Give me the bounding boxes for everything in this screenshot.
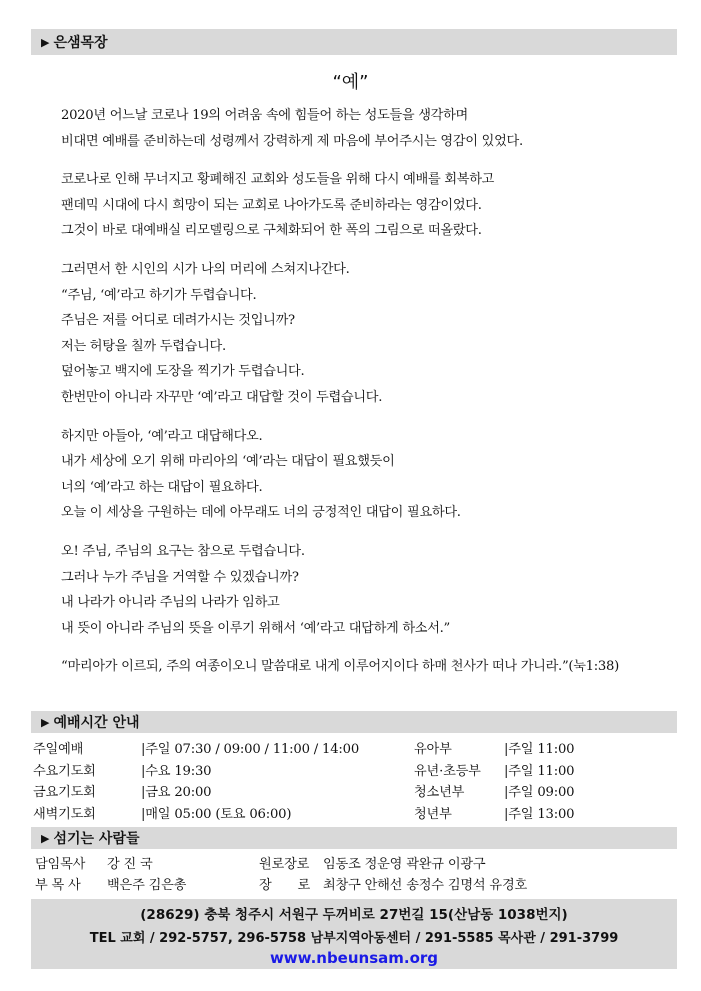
- service-name: 금요기도회: [33, 785, 96, 800]
- service-name: 청년부: [414, 806, 452, 822]
- text-line: 비대면 예배를 준비하는데 성령께서 강력하게 제 마음에 부어주시는 영감이 있었다.: [61, 133, 523, 149]
- schedule-row: 유년·초등부 | 주일 11:00: [414, 761, 574, 783]
- staff-role: 장 로: [259, 878, 311, 893]
- text-line: “마리아가 이르되, 주의 여종이오니 말씀대로 내게 이루어지이다 하매 천사가 떠나 가니라.”(눅1:38): [61, 659, 619, 675]
- article-body: [61, 103, 671, 693]
- staff-row: [259, 875, 527, 896]
- staff-names: 강 진 국: [107, 857, 153, 872]
- text-line: 팬데믹 시대에 다시 희망이 되는 교회로 나아가도록 준비하라는 영감이었다.: [61, 197, 482, 213]
- service-time: 매일 05:00 (토요 06:00): [145, 806, 292, 822]
- paragraph-4: [61, 424, 671, 526]
- schedule-row: 금요기도회 | 금요 20:00: [33, 782, 359, 804]
- arrow-icon: ▶: [41, 831, 50, 845]
- church-website-link[interactable]: www.nbeunsam.org: [269, 949, 439, 967]
- paragraph-5: [61, 539, 671, 641]
- paragraph-1: [61, 103, 671, 154]
- staff-row: [35, 854, 186, 875]
- staff-role: 원로장로: [259, 857, 310, 872]
- service-name: 유년·초등부: [414, 763, 481, 779]
- church-contact-footer: [31, 899, 677, 969]
- staff-role: 부 목 사: [35, 878, 81, 893]
- section-header-label: 은샘목장: [53, 35, 108, 51]
- article-title: “예”: [332, 72, 369, 93]
- service-time: 주일 11:00: [508, 742, 575, 757]
- text-line: 한번만이 아니라 자꾸만 ‘예’라고 대답할 것이 두렵습니다.: [61, 389, 383, 405]
- service-name: 새벽기도회: [33, 806, 96, 822]
- text-line: 저는 허탕을 칠까 두렵습니다.: [61, 338, 226, 354]
- schedule-row: 주일예배 | 주일 07:30 / 09:00 / 11:00 / 14:00: [33, 739, 359, 761]
- text-line: 주님은 저를 어디로 데려가시는 것입니까?: [61, 313, 295, 329]
- church-phones: TEL 교회 / 292-5757, 296-5758 남부지역아동센터 / 291-5585 목사관 / 291-3799: [89, 931, 619, 946]
- schedule-row: 청년부 | 주일 13:00: [414, 804, 574, 826]
- text-line: 오늘 이 세상을 구원하는 데에 아무래도 너의 긍정적인 대답이 필요하다.: [61, 505, 461, 521]
- text-line: 내 뜻이 아니라 주님의 뜻을 이루기 위해서 ‘예’라고 대답하게 하소서.”: [61, 620, 450, 636]
- service-time: 주일 07:30 / 09:00 / 11:00 / 14:00: [145, 742, 360, 757]
- service-time: 수요 19:30: [145, 763, 212, 779]
- church-address: (28629) 충북 청주시 서원구 두꺼비로 27번길 15(산남동 1038번지): [140, 907, 568, 923]
- paragraph-3: [61, 257, 671, 411]
- service-name: 수요기도회: [33, 763, 96, 779]
- worship-schedule-main: [33, 739, 359, 825]
- service-time: 주일 11:00: [508, 763, 575, 779]
- text-line: “주님, ‘예’라고 하기가 두렵습니다.: [61, 287, 257, 303]
- text-line: 덮어놓고 백지에 도장을 찍기가 두렵습니다.: [61, 364, 305, 380]
- text-line: 너의 ‘예’라고 하는 대답이 필요하다.: [61, 479, 263, 495]
- worship-schedule-youth: [414, 739, 574, 825]
- service-time: 금요 20:00: [145, 785, 212, 800]
- staff-elders: [259, 854, 527, 896]
- staff-names: 백은주 김은총: [107, 878, 187, 893]
- section-header-worship: [31, 711, 677, 733]
- schedule-row: 청소년부 | 주일 09:00: [414, 782, 574, 804]
- staff-row: [259, 854, 527, 875]
- staff-names: 최창구 안해선 송정수 김명석 유경호: [323, 878, 528, 893]
- schedule-row: 수요기도회 | 수요 19:30: [33, 761, 359, 783]
- text-line: 내가 세상에 오기 위해 마리아의 ‘예’라는 대답이 필요했듯이: [61, 454, 395, 470]
- text-line: 코로나로 인해 무너지고 황폐해진 교회와 성도들을 위해 다시 예배를 회복하고: [61, 172, 495, 188]
- service-time: 주일 13:00: [508, 806, 575, 822]
- schedule-row: 유아부 | 주일 11:00: [414, 739, 574, 761]
- staff-row: [35, 875, 186, 896]
- service-time: 주일 09:00: [508, 785, 575, 800]
- text-line: 오! 주님, 주님의 요구는 참으로 두렵습니다.: [61, 543, 305, 559]
- text-line: 그러나 누가 주님을 거역할 수 있겠습니까?: [61, 569, 299, 585]
- text-line: 2020년 어느날 코로나 19의 어려움 속에 힘들어 하는 성도들을 생각하며: [61, 108, 468, 123]
- section-header-label: 예배시간 안내: [53, 715, 140, 731]
- text-line: 그것이 바로 대예배실 리모델링으로 구체화되어 한 폭의 그림으로 떠올랐다.: [61, 223, 482, 239]
- paragraph-2: [61, 167, 671, 244]
- service-name: 청소년부: [414, 785, 465, 800]
- staff-pastors: [35, 854, 186, 896]
- staff-role: 담임목사: [35, 857, 86, 872]
- service-name: 주일예배: [33, 742, 84, 757]
- arrow-icon: ▶: [41, 715, 50, 729]
- text-line: 하지만 아들아, ‘예’라고 대답해다오.: [61, 428, 263, 444]
- text-line: 내 나라가 아니라 주님의 나라가 임하고: [61, 595, 280, 611]
- section-header-eunsam: [31, 29, 677, 55]
- text-line: 그러면서 한 시인의 시가 나의 머리에 스쳐지나간다.: [61, 261, 350, 277]
- service-name: 유아부: [414, 742, 452, 757]
- schedule-row: 새벽기도회 | 매일 05:00 (토요 06:00): [33, 804, 359, 826]
- section-header-label: 섬기는 사람들: [53, 831, 140, 847]
- section-header-staff: [31, 827, 677, 849]
- scripture-quote: [61, 654, 671, 680]
- arrow-icon: ▶: [41, 35, 50, 49]
- staff-names: 임동조 정운영 곽완규 이광구: [323, 857, 486, 872]
